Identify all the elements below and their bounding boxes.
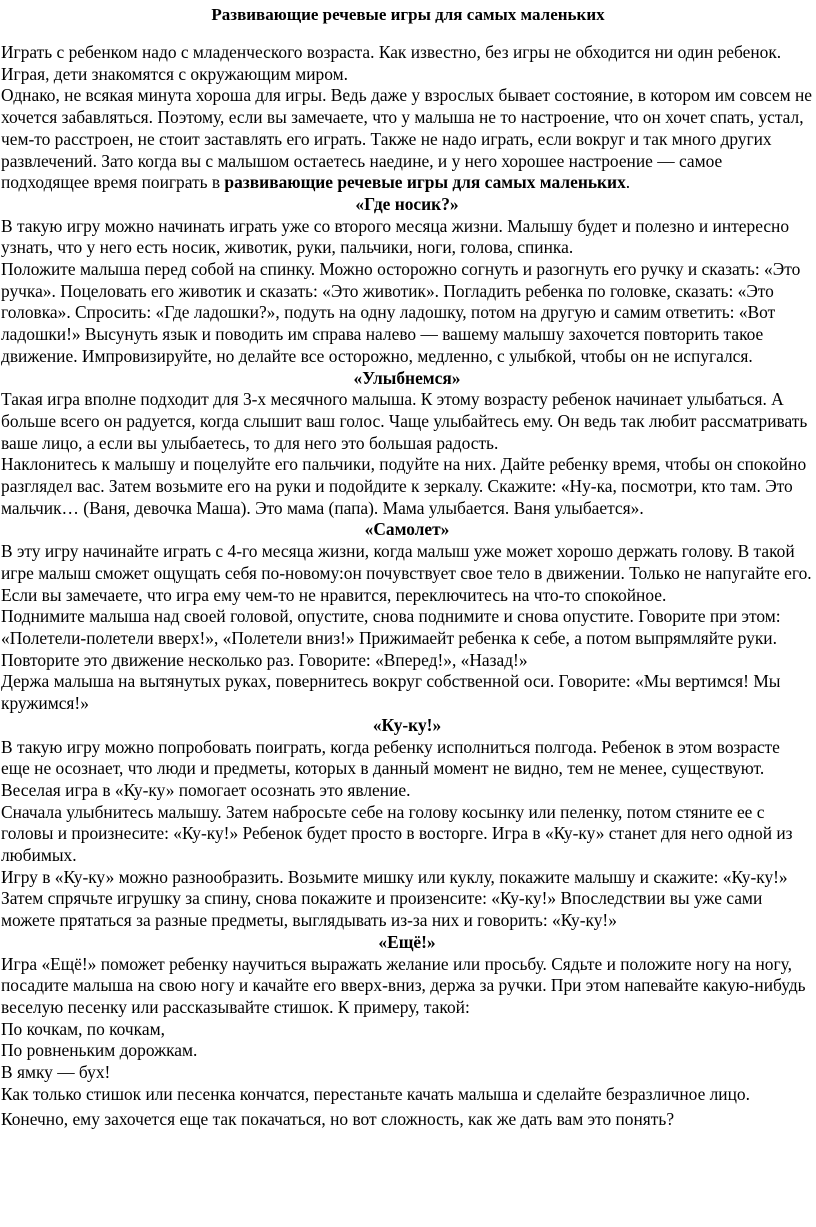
poem-line: В ямку — бух! <box>1 1062 111 1083</box>
section-heading-peekaboo: «Ку-ку!» <box>372 714 442 735</box>
poem-line: По ровненьким дорожкам. <box>1 1040 198 1061</box>
intro-paragraph <box>1 85 813 194</box>
paragraph: В эту игру начинайте играть с 4-го месяца жизни, когда малыш уже может хорошо держать голову. В такой игре малыш сможет ощущать себя по-новому:он почувствует свое тело в движении. Только не напугайте его. Если вы замечаете, что игра ему чем-то не нравится, переключитесь на что-то спокойное. <box>1 541 812 605</box>
paragraph: Поднимите малыша над своей головой, опустите, снова поднимите и снова опустите. Говорите при этом: «Полетели-полетели вверх!», «Полетели вниз!» Прижимаейт ребенка к себе, а потом выпрямляйте руки. Повторите это движение несколько раз. Говорите: «Вперед!», «Назад!» <box>1 606 781 670</box>
paragraph: Держа малыша на вытянутых руках, повернитесь вокруг собственной оси. Говорите: «Мы вертимся! Мы кружимся!» <box>1 671 781 714</box>
paragraph: Наклонитесь к малышу и поцелуйте его пальчики, подуйте на них. Дайте ребенку время, чтобы он спокойно разглядел вас. Затем возьмите его на руки и подойдите к зеркалу. Скажите: «Ну-ка, посмотри, кто там. Это мальчик… (Ваня, девочка Маша). Это мама (папа). Мама улыбается. Ваня улыбается». <box>1 454 807 518</box>
intro-bold-text: развивающие речевые игры для самых маленьких <box>224 172 626 193</box>
section-heading-airplane: «Самолет» <box>364 519 450 540</box>
section-heading-more: «Ещё!» <box>378 931 436 952</box>
paragraph: Как только стишок или песенка кончатся, перестаньте качать малыша и сделайте безразличное лицо. <box>1 1083 750 1104</box>
document-body <box>1 42 813 1131</box>
intro-end: . <box>625 172 631 193</box>
paragraph: Сначала улыбнитесь малышу. Затем набросьте себе на голову косынку или пеленку, потом стяните ее с головы и произнесите: «Ку-ку!» Ребенок будет просто в восторге. Игра в «Ку-ку» станет для него одной из любимых. <box>1 801 793 866</box>
paragraph: Конечно, ему захочется еще так покачаться, но вот сложность, как же дать вам это понять? <box>1 1109 675 1130</box>
section-heading-smile: «Улыбнемся» <box>353 367 461 388</box>
intro-paragraph: Играть с ребенком надо с младенческого возраста. Как известно, без игры не обходится ни один ребенок. Играя, дети знакомятся с окружающим миром. <box>1 42 782 84</box>
paragraph: Положите малыша перед собой на спинку. Можно осторожно согнуть и разогнуть его ручку и сказать: «Это ручка». Поцеловать его животик и сказать: «Это животик». Погладить ребенка по головке, сказать: «Это головка». Спросить: «Где ладошки?», подуть на одну ладошку, потом на другую и самим ответить: «Вот ладошки!» Высунуть язык и поводить им справа налево — вашему малышу захочется повторить такое движение. Импровизируйте, но делайте все осторожно, медленно, с улыбкой, чтобы он не испугался. <box>1 259 801 366</box>
paragraph: В такую игру можно начинать играть уже со второго месяца жизни. Малышу будет и полезно и интересно узнать, что у него есть носик, животик, руки, пальчики, ноги, голова, спинка. <box>1 215 790 258</box>
paragraph: Такая игра вполне подходит для 3-х месячного малыша. К этому возрасту ребенок начинает улыбаться. А больше всего он радуется, когда слышит ваш голос. Чаще улыбайтесь ему. Он ведь так любит рассматривать ваше лицо, а если вы улыбаетесь, то для него это большая радость. <box>1 389 808 453</box>
paragraph: Игра «Ещё!» поможет ребенку научиться выражать желание или просьбу. Сядьте и положите ногу на ногу, посадите малыша на свою ногу и качайте его вверх-вниз, держа за ручки. При этом напевайте какую-нибудь веселую песенку или рассказывайте стишок. К примеру, такой: <box>1 953 806 1017</box>
paragraph: Игру в «Ку-ку» можно разнообразить. Возьмите мишку или куклу, покажите малышу и скажите: «Ку-ку!» Затем спрячьте игрушку за спину, снова покажите и произенсите: «Ку-ку!» Впоследствии вы уже сами можете прятаться за разные предметы, выглядывать из-за них и говорить: «Ку-ку!» <box>1 866 788 931</box>
paragraph: В такую игру можно попробовать поиграть, когда ребенку исполниться полгода. Ребенок в этом возрасте еще не осознает, что люди и предметы, которых в данный момент не видно, тем не менее, существуют. Веселая игра в «Ку-ку» помогает осознать это явление. <box>1 736 780 800</box>
poem-line: По кочкам, по кочкам, <box>1 1018 165 1039</box>
intro-text: Однако, не всякая минута хороша для игры. Ведь даже у взрослых бывает состояние, в котором им совсем не хочется забавляться. Поэтому, если вы замечаете, что у малыша не то настроение, что он хочет спать, устал, чем-то расстроен, не стоит заставлять его играть. Также не надо играть, если вокруг и так много других развлечений. Зато когда вы с малышом остаетесь наедине, и у него хорошее настроение — самое подходящее время поиграть в <box>1 85 812 193</box>
document-title: Развивающие речевые игры для самых маленьких <box>211 5 605 24</box>
section-heading-nose: «Где носик?» <box>355 193 459 214</box>
